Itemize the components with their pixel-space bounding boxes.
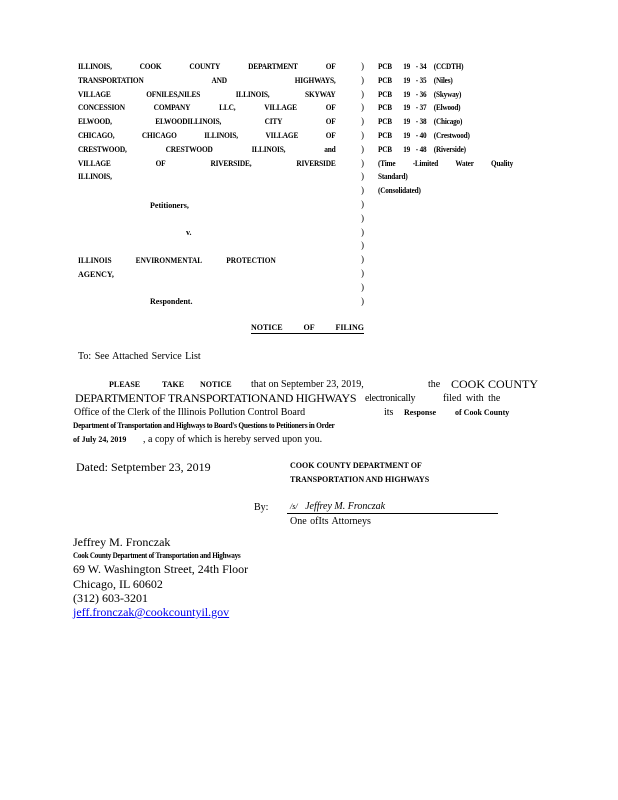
- caption-word: CONCESSION: [78, 103, 125, 113]
- caption-word: OF: [325, 117, 336, 127]
- docket-name: (Riverside): [433, 144, 466, 154]
- caption-party-line: [78, 129, 336, 143]
- caption-paren: ): [361, 61, 364, 71]
- caption-party-line: [78, 143, 336, 157]
- caption-word: RIVERSIDE: [296, 158, 336, 168]
- caption-party-line: [78, 157, 336, 171]
- caption-paren: ): [361, 267, 364, 278]
- docket-year: 19: [403, 75, 411, 85]
- docket-prefix: PCB: [378, 103, 392, 113]
- body-the: the: [428, 379, 441, 390]
- caption-party-line: [78, 101, 336, 115]
- caption-word: ILLINOIS,: [78, 62, 112, 71]
- docket-num: - 37: [415, 103, 427, 113]
- respondent-word: ENVIRONMENTAL: [135, 256, 203, 265]
- caption-word: CHICAGO,: [78, 130, 115, 140]
- notice-title-word: OF: [303, 323, 315, 332]
- body-electronically: electronically: [365, 393, 416, 404]
- caption-word: OF: [325, 103, 336, 113]
- docket-row: [378, 143, 513, 157]
- caption-paren: ): [361, 143, 364, 154]
- caption-word: OFNILES,NILES: [146, 89, 201, 99]
- docket-year: 19: [403, 103, 411, 113]
- docket-prefix: PCB: [378, 130, 392, 140]
- docket-row: [378, 129, 513, 143]
- docket-num: - 34: [415, 62, 427, 71]
- caption-word: ILLINOIS,: [251, 144, 286, 154]
- notice-title-word: NOTICE: [251, 323, 283, 332]
- caption-word: LLC,: [219, 103, 236, 113]
- respondent-word: PROTECTION: [226, 256, 276, 265]
- docket-name: (Skyway): [433, 89, 462, 99]
- docket-row: [378, 60, 513, 74]
- docket-year: 19: [403, 130, 411, 140]
- respondent-name-line-1: [78, 256, 276, 265]
- docket-name: (CCDTH): [433, 62, 464, 71]
- docket-note-line: (Consolidated): [378, 186, 421, 196]
- caption-paren: ): [361, 198, 364, 209]
- docket-year: 19: [403, 62, 411, 71]
- caption-paren: ): [361, 254, 364, 265]
- body-date-phrase: that on September 23, 2019,: [251, 379, 364, 390]
- docket-year: 19: [403, 117, 411, 127]
- body-order-date: of July 24, 2019: [73, 435, 127, 444]
- body-its: its: [384, 407, 394, 418]
- contact-email-link[interactable]: jeff.fronczak@cookcountyil.gov: [73, 605, 230, 619]
- docket-name: (Niles): [433, 75, 453, 85]
- caption-paren: ): [361, 116, 364, 127]
- docket-name: (Crestwood): [433, 130, 470, 140]
- caption-paren: ): [361, 129, 364, 140]
- caption-word: RIVERSIDE,: [210, 158, 252, 168]
- caption-paren: ): [361, 240, 364, 251]
- docket-num: - 35: [415, 75, 427, 85]
- docket-prefix: PCB: [378, 75, 392, 85]
- signature-name: Jeffrey M. Fronczak: [305, 501, 386, 512]
- contact-address: 69 W. Washington Street, 24th Floor: [73, 562, 249, 576]
- respondent-label: Respondent.: [150, 297, 193, 306]
- notice-of-filing-title: [251, 323, 364, 334]
- docket-prefix: PCB: [378, 62, 392, 71]
- docket-prefix: PCB: [378, 89, 392, 99]
- caption-paren: ): [361, 212, 364, 223]
- caption-word: VILLAGE: [78, 158, 111, 168]
- docket-note-word: Water: [455, 158, 474, 168]
- caption-word: SKYWAY: [305, 89, 336, 99]
- respondent-word: AGENCY,: [78, 270, 114, 279]
- docket-row: [378, 88, 513, 102]
- docket-prefix: PCB: [378, 144, 392, 154]
- signature-prefix: /s/: [290, 502, 298, 511]
- body-notice: NOTICE: [200, 380, 232, 389]
- caption-word: ILLINOIS,: [204, 130, 238, 140]
- caption-word: CRESTWOOD,: [78, 144, 127, 154]
- caption-word: ILLINOIS,: [78, 172, 112, 182]
- docket-prefix: PCB: [378, 117, 392, 127]
- docket-note-line: [378, 157, 513, 171]
- caption-paren: ): [361, 171, 364, 182]
- docket-row: [378, 74, 513, 88]
- docket-num: - 48: [415, 144, 427, 154]
- caption-paren: ): [361, 295, 364, 306]
- docket-row: [378, 101, 513, 115]
- caption-paren: ): [361, 226, 364, 237]
- docket-name: (Chicago): [433, 117, 463, 127]
- body-please: PLEASE: [109, 380, 141, 389]
- caption-paren: ): [361, 74, 364, 85]
- caption-word: COMPANY: [153, 103, 191, 113]
- caption-word: VILLAGE: [264, 103, 297, 113]
- caption-word: DEPARTMENT: [248, 62, 298, 71]
- body-response: Response: [404, 408, 437, 417]
- caption-word: COUNTY: [189, 62, 221, 71]
- dated-line: Dated: Setptember 23, 2019: [76, 460, 211, 474]
- contact-city: Chicago, IL 60602: [73, 577, 163, 591]
- caption-word: OF: [155, 158, 166, 168]
- versus-label: v.: [186, 228, 192, 237]
- notice-title-word: FILING: [335, 323, 364, 332]
- caption-word: TRANSPORTATION: [78, 75, 144, 85]
- caption-paren: ): [361, 88, 364, 99]
- docket-name: (Elwood): [433, 103, 461, 113]
- caption-paren: ): [361, 157, 364, 168]
- respondent-name-line-2: [78, 270, 114, 279]
- body-take: TAKE: [162, 380, 185, 389]
- caption-word: COOK: [139, 62, 162, 71]
- caption-word: and: [324, 144, 336, 154]
- caption-word: CHICAGO: [141, 130, 177, 140]
- body-department-name: DEPARTMENTOF TRANSPORTATIONAND HIGHWAYS: [75, 391, 357, 405]
- docket-note-word: -Limited: [412, 158, 439, 168]
- caption-word: VILLAGE: [265, 130, 299, 140]
- docket-row: [378, 115, 513, 129]
- org-name-line-1: COOK COUNTY DEPARTMENT OF: [290, 461, 422, 470]
- caption-parentheses: [361, 60, 364, 308]
- caption-word: OF: [325, 62, 336, 71]
- caption-party-line: [78, 170, 336, 184]
- respondent-word: ILLINOIS: [78, 256, 112, 265]
- caption-word: OF: [325, 130, 336, 140]
- petitioners-label: Petitioners,: [150, 201, 189, 210]
- docket-num: - 36: [415, 89, 427, 99]
- caption-party-line: [78, 88, 336, 102]
- body-filed-with: filed with the: [443, 393, 501, 404]
- caption-word: CRESTWOOD: [165, 144, 213, 154]
- by-label: By:: [254, 502, 269, 513]
- contact-name: Jeffrey M. Fronczak: [73, 535, 171, 549]
- caption-word: ILLINOIS,: [235, 89, 270, 99]
- case-caption-parties: [78, 60, 336, 184]
- caption-party-line: [78, 115, 336, 129]
- body-cook-county: COOK COUNTY: [451, 377, 538, 391]
- docket-year: 19: [403, 89, 411, 99]
- to-service-list: To: See Attached Service List: [78, 351, 201, 362]
- body-document-title: Department of Transportation and Highways to Board's Questions to Petitioners in Order: [73, 421, 335, 430]
- docket-numbers: [378, 60, 513, 198]
- docket-note-line: Standard): [378, 172, 408, 182]
- caption-word: ELWOOD,: [78, 117, 112, 127]
- caption-paren: ): [361, 281, 364, 292]
- body-of-cook-county: of Cook County: [455, 408, 510, 417]
- caption-party-line: [78, 74, 336, 88]
- signature-role: One ofIts Attorneys: [290, 516, 371, 527]
- signature-underline: [287, 513, 498, 514]
- caption-paren: ): [361, 185, 364, 196]
- signature-block: [290, 501, 385, 512]
- caption-word: CITY: [264, 117, 283, 127]
- caption-word: ELWOODILLINOIS,: [155, 117, 222, 127]
- body-office-clerk: Office of the Clerk of the Illinois Pollution Control Board: [74, 407, 306, 418]
- contact-phone: (312) 603-3201: [73, 591, 148, 605]
- docket-num: - 40: [415, 130, 427, 140]
- caption-word: AND: [211, 75, 227, 85]
- docket-note-word: (Time: [378, 158, 396, 168]
- contact-org: Cook County Department of Transportation and Highways: [73, 551, 241, 560]
- docket-num: - 38: [415, 117, 427, 127]
- caption-word: VILLAGE: [78, 89, 111, 99]
- caption-word: HIGHWAYS,: [294, 75, 336, 85]
- docket-year: 19: [403, 144, 411, 154]
- caption-party-line: [78, 60, 336, 74]
- org-name-line-2: TRANSPORTATION AND HIGHWAYS: [290, 475, 430, 484]
- body-served-upon: , a copy of which is hereby served upon you.: [143, 434, 323, 445]
- docket-note-word: Quality: [491, 158, 513, 168]
- caption-paren: ): [361, 102, 364, 113]
